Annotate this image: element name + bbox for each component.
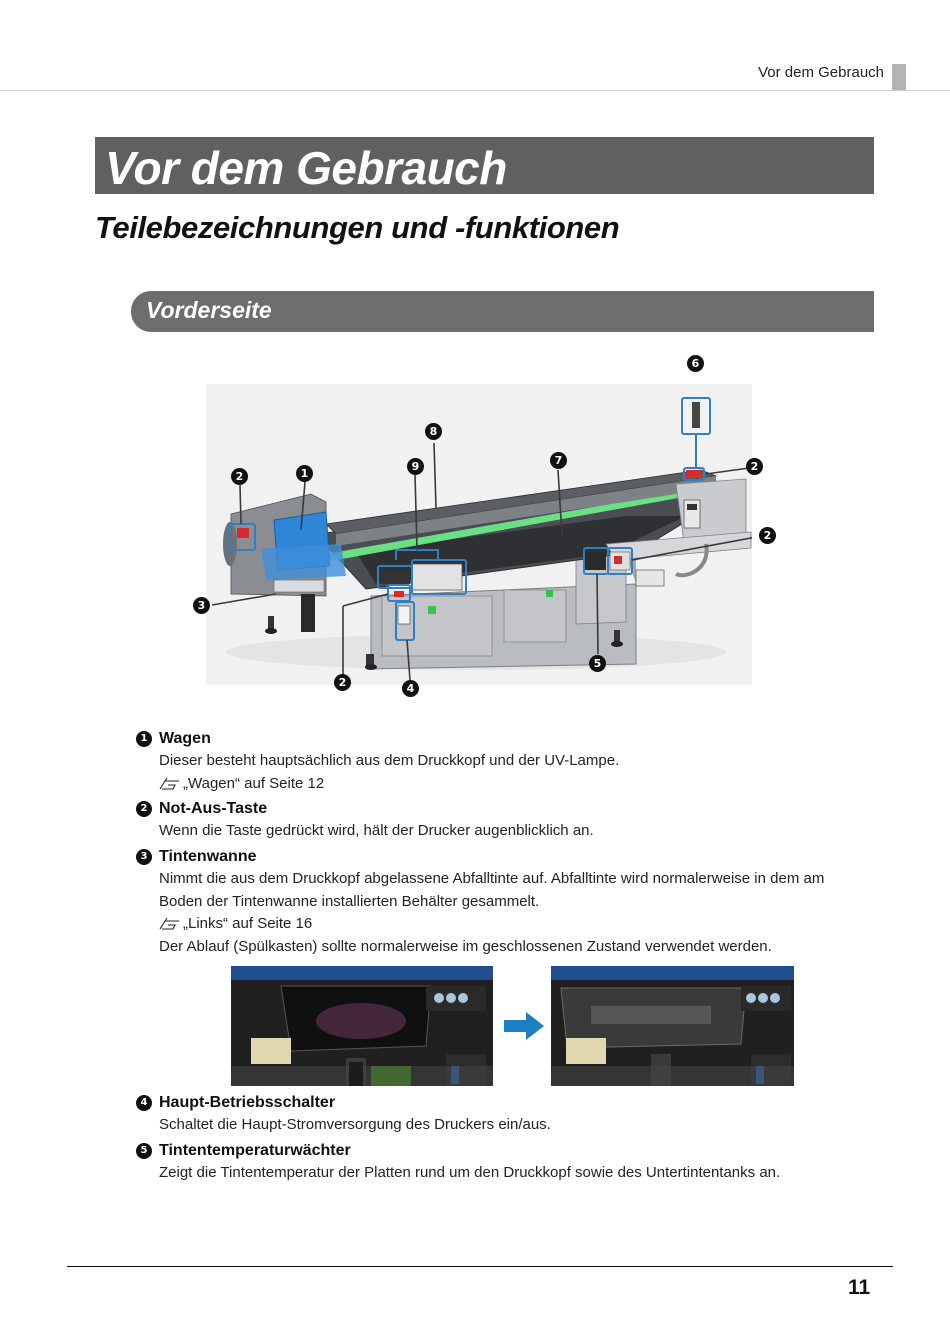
printer-illustration: [206, 384, 752, 685]
ink-tray-open-image: [231, 966, 493, 1086]
list-item: [136, 798, 856, 843]
item-number: 1: [136, 731, 152, 747]
callout-8: 8: [425, 423, 442, 440]
chapter-title: Vor dem Gebrauch: [105, 142, 507, 194]
callout-3: 3: [193, 597, 210, 614]
item-text: Zeigt die Tintentemperatur der Platten rund um den Druckkopf sowie des Untertintentanks an.: [159, 1164, 781, 1181]
section-title: Teilebezeichnungen und -funktionen: [95, 210, 620, 245]
callout-2-right: 2: [759, 527, 776, 544]
callout-7: 7: [550, 452, 567, 469]
chapter-title-bar: [95, 137, 874, 194]
item-title: Tintenwanne: [159, 848, 257, 865]
reference-text[interactable]: „Wagen“ auf Seite 12: [183, 774, 325, 792]
callout-2-left: 2: [231, 468, 248, 485]
list-item: [136, 1092, 856, 1137]
ink-tray-closed-image: [551, 966, 794, 1086]
item-text: Dieser besteht hauptsächlich aus dem Druckkopf und der UV-Lampe.: [159, 752, 620, 769]
reference-text[interactable]: „Links“ auf Seite 16: [183, 915, 313, 932]
item-text: Wenn die Taste gedrückt wird, hält der Drucker augenblicklich an.: [159, 822, 594, 839]
callout-9: 9: [407, 458, 424, 475]
callout-4: 4: [402, 680, 419, 697]
list-item: [136, 728, 856, 795]
pointing-hand-icon: [159, 777, 181, 791]
item-title: Not-Aus-Taste: [159, 800, 268, 817]
footer-rule: [67, 1266, 893, 1267]
page-number: 11: [848, 1276, 871, 1299]
page-reference[interactable]: [159, 773, 856, 796]
item-title: Tintentemperaturwächter: [159, 1142, 351, 1159]
header-tab-marker: [892, 64, 906, 90]
list-item: [136, 1140, 856, 1185]
item-text: Nimmt die aus dem Druckkopf abgelassene Abfalltinte auf. Abfalltinte wird normalerweise in dem am: [159, 870, 825, 887]
item-text: Boden der Tintenwanne installierten Behälter gesammelt.: [159, 892, 540, 910]
arrow-right-icon: [504, 1012, 544, 1040]
item-title: Haupt-Betriebsschalter: [159, 1094, 336, 1111]
callout-2-top-right: 2: [746, 458, 763, 475]
ink-tray-closed-photo: [551, 966, 794, 1086]
printer-figure: [206, 384, 752, 685]
header-rule: [0, 90, 950, 91]
item-number: 5: [136, 1143, 152, 1159]
pointing-hand-icon: [159, 917, 181, 931]
item-text: Der Ablauf (Spülkasten) sollte normalerweise im geschlossenen Zustand verwendet werden.: [159, 937, 772, 955]
running-header: Vor dem Gebrauch: [758, 64, 884, 81]
item-text: Schaltet die Haupt-Stromversorgung des Druckers ein/aus.: [159, 1116, 551, 1133]
callout-5: 5: [589, 655, 606, 672]
subsection-bar: [131, 291, 874, 332]
page-reference[interactable]: [159, 913, 856, 936]
ink-tray-open-photo: [231, 966, 493, 1086]
list-item: [136, 846, 856, 958]
item-number: 4: [136, 1095, 152, 1111]
subsection-title: Vorderseite: [146, 297, 272, 323]
callout-2-bottom: 2: [334, 674, 351, 691]
item-number: 3: [136, 849, 152, 865]
callout-6: 6: [687, 355, 704, 372]
item-number: 2: [136, 801, 152, 817]
item-title: Wagen: [159, 730, 211, 747]
callout-1: 1: [296, 465, 313, 482]
